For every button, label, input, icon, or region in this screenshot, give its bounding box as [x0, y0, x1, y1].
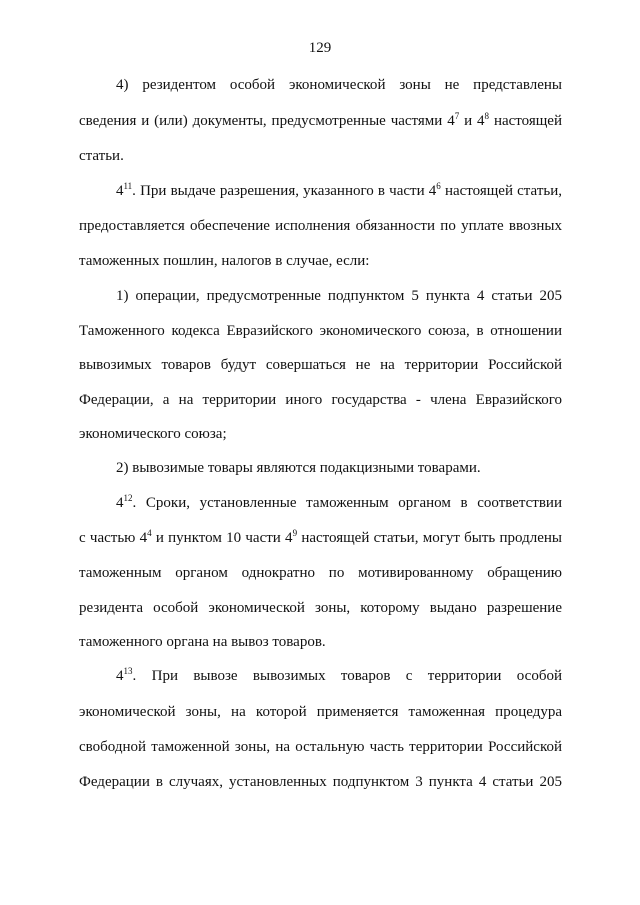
paragraph-1-line-3: статьи.: [79, 148, 124, 164]
paragraph-5-line-3: таможенным органом однократно по мотивированному обращению: [79, 565, 562, 581]
paragraph-2-line-3: таможенных пошлин, налогов в случае, если:: [79, 253, 370, 269]
paragraph-3-line-2: Таможенного кодекса Евразийского экономического союза, в отношении: [79, 323, 562, 339]
paragraph-6-line-4: Федерации в случаях, установленных подпунктом 3 пункта 4 статьи 205: [79, 774, 562, 790]
paragraph-5-line-2: с частью $4^4$ и пунктом 10 части $4^9$ настоящей статьи, могут быть продлены: [79, 528, 562, 546]
paragraph-5-line-1: $4^{12}$. Сроки, установленные таможенным органом в соответствии: [116, 493, 562, 511]
paragraph-3-line-1: 1) операции, предусмотренные подпунктом 5 пункта 4 статьи 205: [116, 288, 562, 304]
paragraph-1-line-2: сведения и (или) документы, предусмотренные частями $4^7$ и $4^8$ настоящей: [79, 111, 562, 129]
paragraph-6-line-3: свободной таможенной зоны, на остальную часть территории Российской: [79, 739, 562, 755]
paragraph-3-line-4: Федерации, а на территории иного государства - члена Евразийского: [79, 392, 562, 408]
paragraph-5-line-5: таможенного органа на вывоз товаров.: [79, 634, 326, 650]
paragraph-2-line-1: $4^{11}$. При выдаче разрешения, указанного в части $4^6$ настоящей статьи,: [116, 181, 562, 199]
paragraph-4-line-1: 2) вывозимые товары являются подакцизными товарами.: [116, 460, 481, 476]
page-number: 129: [308, 40, 332, 56]
paragraph-3-line-5: экономического союза;: [79, 426, 227, 442]
paragraph-1-line-1: 4) резидентом особой экономической зоны не представлены: [116, 77, 562, 93]
paragraph-5-line-4: резидента особой экономической зоны, которому выдано разрешение: [79, 600, 562, 616]
paragraph-2-line-2: предоставляется обеспечение исполнения обязанности по уплате ввозных: [79, 218, 562, 234]
paragraph-3-line-3: вывозимых товаров будут совершаться не на территории Российской: [79, 357, 562, 373]
paragraph-6-line-1: $4^{13}$. При вывозе вывозимых товаров с территории особой: [116, 666, 562, 684]
paragraph-6-line-2: экономической зоны, на которой применяется таможенная процедура: [79, 704, 562, 720]
